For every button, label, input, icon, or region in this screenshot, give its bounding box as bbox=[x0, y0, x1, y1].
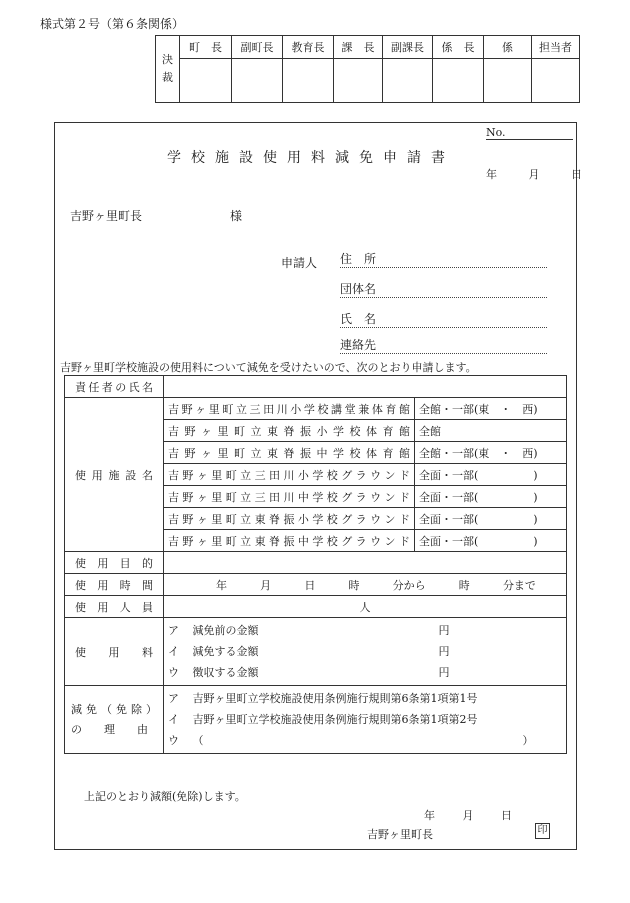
reason-mark: ウ bbox=[168, 734, 179, 747]
attendees-field[interactable] bbox=[164, 596, 567, 618]
applicant-name-field[interactable]: 氏 名 bbox=[340, 312, 547, 328]
approval-title-section-chief: 課 長 bbox=[334, 36, 383, 59]
approval-title-deputy-chief: 副課長 bbox=[383, 36, 433, 59]
usage-time-field[interactable] bbox=[164, 574, 567, 596]
facility-range[interactable]: 全館・一部(東 ・ 西) bbox=[415, 398, 567, 420]
reason-option-a bbox=[168, 688, 562, 709]
time-day: 日 bbox=[304, 578, 316, 592]
facility-range[interactable]: 全面・一部( ) bbox=[415, 530, 567, 552]
approval-kessai-1: 決 bbox=[162, 53, 173, 66]
approval-kessai-2: 裁 bbox=[162, 71, 173, 84]
approval-stamp-box[interactable] bbox=[283, 59, 334, 103]
facility-name: 吉野ヶ里町立三田川小学校グラウンド bbox=[164, 464, 415, 486]
reason-field[interactable] bbox=[164, 686, 567, 754]
reason-label bbox=[65, 686, 164, 754]
application-date-field[interactable]: 年 月 日 bbox=[486, 168, 582, 181]
approval-title-vice-mayor: 副町長 bbox=[232, 36, 283, 59]
intro-text: 吉野ヶ里町学校施設の使用料について減免を受けたいので、次のとおり申請します。 bbox=[60, 361, 477, 374]
purpose-field[interactable] bbox=[164, 552, 567, 574]
reason-option-c bbox=[168, 730, 562, 751]
fee-text: 徴収する金額 bbox=[192, 666, 259, 679]
addressee: 吉野ヶ里町長 bbox=[70, 209, 143, 223]
decision-date-field[interactable]: 年 月 日 bbox=[424, 809, 512, 822]
reason-text: 吉野ヶ里町立学校施設使用条例施行規則第6条第1項第1号 bbox=[192, 692, 478, 705]
fee-unit: 円 bbox=[438, 666, 450, 679]
fee-label: 使用料 bbox=[65, 618, 164, 686]
facility-name: 吉野ヶ里町立東脊振小学校体育館 bbox=[164, 420, 415, 442]
facility-range[interactable]: 全館 bbox=[415, 420, 567, 442]
applicant-label: 申請人 bbox=[281, 256, 318, 270]
fee-mark: ア bbox=[168, 624, 179, 637]
form-number: 様式第２号（第６条関係） bbox=[40, 17, 185, 31]
mayor-signature-label: 吉野ヶ里町長 bbox=[367, 828, 433, 841]
approval-title-superintendent: 教育長 bbox=[283, 36, 334, 59]
approval-stamp-box[interactable] bbox=[532, 59, 580, 103]
approval-stamp-box[interactable] bbox=[484, 59, 532, 103]
application-table bbox=[64, 375, 567, 754]
facility-range[interactable]: 全面・一部( ) bbox=[415, 464, 567, 486]
attendees-unit: 人 bbox=[359, 600, 371, 614]
document-title: 学校施設使用料減免申請書 bbox=[167, 150, 455, 166]
facility-range[interactable]: 全面・一部( ) bbox=[415, 486, 567, 508]
fee-unit: 円 bbox=[438, 645, 450, 658]
attendees-label: 使用人員 bbox=[65, 596, 164, 618]
fee-text: 減免する金額 bbox=[192, 645, 259, 658]
applicant-address-field[interactable]: 住 所 bbox=[340, 252, 547, 268]
approval-kessai-cell bbox=[156, 36, 180, 103]
time-end-hour: 時 bbox=[458, 578, 470, 592]
approval-title-person-in-charge: 担当者 bbox=[532, 36, 580, 59]
fee-text: 減免前の金額 bbox=[192, 624, 259, 637]
approval-stamp-table bbox=[155, 35, 580, 103]
time-start-hour: 時 bbox=[348, 578, 360, 592]
fee-reduction-amount bbox=[168, 641, 562, 662]
responsible-person-field[interactable] bbox=[164, 376, 567, 398]
fee-collected-amount bbox=[168, 662, 562, 683]
facility-name: 吉野ヶ里町立三田川小学校講堂兼体育館 bbox=[164, 398, 415, 420]
fee-before-reduction bbox=[168, 620, 562, 641]
applicant-organization-field[interactable]: 団体名 bbox=[340, 282, 547, 298]
approval-title-staff: 係 bbox=[484, 36, 532, 59]
approval-stamp-box[interactable] bbox=[383, 59, 433, 103]
facility-name: 吉野ヶ里町立東脊振中学校体育館 bbox=[164, 442, 415, 464]
usage-time-label: 使用時間 bbox=[65, 574, 164, 596]
approval-title-mayor: 町 長 bbox=[180, 36, 232, 59]
reason-label-line-1: 減免（免除） bbox=[71, 702, 157, 716]
reduction-statement: 上記のとおり減額(免除)します。 bbox=[84, 790, 246, 803]
reason-text: （ ） bbox=[192, 734, 534, 747]
addressee-honorific: 様 bbox=[230, 209, 243, 223]
facility-range[interactable]: 全館・一部(東 ・ 西) bbox=[415, 442, 567, 464]
seal-stamp-box[interactable]: 印 bbox=[535, 823, 550, 839]
fee-unit: 円 bbox=[438, 624, 450, 637]
reason-mark: ア bbox=[168, 692, 179, 705]
reason-option-b bbox=[168, 709, 562, 730]
facility-range[interactable]: 全面・一部( ) bbox=[415, 508, 567, 530]
approval-stamp-box[interactable] bbox=[433, 59, 484, 103]
fee-mark: イ bbox=[168, 645, 179, 658]
applicant-contact-field[interactable]: 連絡先 bbox=[340, 338, 547, 354]
document-number-field[interactable]: No. bbox=[486, 127, 573, 140]
fee-mark: ウ bbox=[168, 666, 179, 679]
responsible-person-label: 責任者の氏名 bbox=[65, 376, 164, 398]
time-year: 年 bbox=[216, 578, 227, 592]
facility-name: 吉野ヶ里町立東脊振小学校グラウンド bbox=[164, 508, 415, 530]
approval-stamp-box[interactable] bbox=[334, 59, 383, 103]
approval-stamp-box[interactable] bbox=[232, 59, 283, 103]
facility-label: 使用施設名 bbox=[65, 398, 164, 552]
time-month: 月 bbox=[260, 578, 272, 592]
facility-name: 吉野ヶ里町立東脊振中学校グラウンド bbox=[164, 530, 415, 552]
time-start-minute: 分から bbox=[392, 578, 426, 592]
reason-mark: イ bbox=[168, 713, 179, 726]
fee-field[interactable] bbox=[164, 618, 567, 686]
approval-title-subsection-chief: 係 長 bbox=[433, 36, 484, 59]
purpose-label: 使用目的 bbox=[65, 552, 164, 574]
reason-text: 吉野ヶ里町立学校施設使用条例施行規則第6条第1項第2号 bbox=[192, 713, 478, 726]
reason-label-line-2: の 理 由 bbox=[71, 722, 148, 736]
time-end-minute: 分まで bbox=[502, 578, 536, 592]
approval-stamp-box[interactable] bbox=[180, 59, 232, 103]
facility-name: 吉野ヶ里町立三田川中学校グラウンド bbox=[164, 486, 415, 508]
